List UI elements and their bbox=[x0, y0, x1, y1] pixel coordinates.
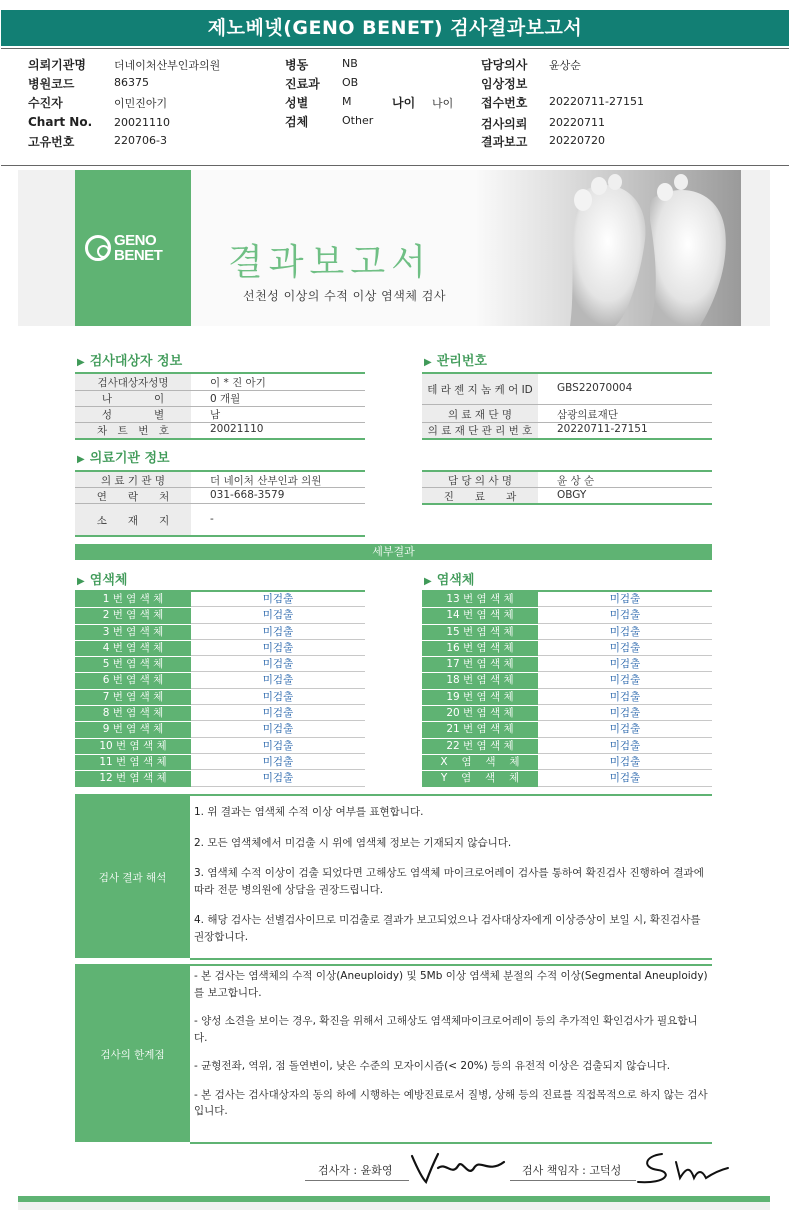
chromosome-row bbox=[75, 673, 365, 689]
divider bbox=[190, 1142, 712, 1144]
divider bbox=[422, 503, 712, 505]
chromosome-result: 미검출 bbox=[191, 641, 365, 656]
header-label: Chart No. bbox=[28, 115, 93, 129]
report-title: 제노베넷(GENO BENET) 검사결과보고서 bbox=[1, 10, 789, 46]
header-value: 윤상순 bbox=[549, 59, 581, 72]
subject-sex-value: 남 bbox=[210, 409, 221, 421]
header-label: 진료과 bbox=[285, 77, 320, 91]
inst-name-value: 더 네이처 산부인과 의원 bbox=[210, 475, 322, 487]
interpretation-item: 4. 해당 검사는 선별검사이므로 미검출로 결과가 보고되었으나 검사대상자에게 이상증상이 보일 시, 확진검사를 권장합니다. bbox=[194, 914, 701, 943]
chromosome-result: 미검출 bbox=[191, 673, 365, 688]
chromosome-row bbox=[422, 673, 712, 689]
inst-phone-label: 연 락 처 bbox=[96, 491, 170, 503]
divider bbox=[190, 958, 712, 960]
mgmt-number-value: 20220711-27151 bbox=[557, 423, 648, 435]
chromosome-label: 13 번 염 색 체 bbox=[422, 592, 538, 607]
interpretation-item: 3. 염색체 수적 이상이 검출 되었다면 고해상도 염색체 마이크로어레이 검사를 통하여 확진검사 진행하여 결과에 따라 전문 병의원에 상담을 권장드립니다. bbox=[194, 867, 704, 896]
baby-feet-photo bbox=[475, 170, 741, 326]
logo-text-line2: BENET bbox=[114, 247, 163, 264]
chromosome-result: 미검출 bbox=[538, 771, 712, 786]
divider bbox=[75, 487, 365, 488]
chromosome-label: 9 번 염 색 체 bbox=[75, 722, 191, 737]
chromosome-label: 21 번 염 색 체 bbox=[422, 722, 538, 737]
header-label: 담당의사 bbox=[481, 58, 528, 72]
chromosome-result: 미검출 bbox=[538, 625, 712, 640]
chevron-right-icon: ▶ bbox=[424, 576, 432, 587]
mgmt-number-label: 의 료 재 단 관 리 번 호 bbox=[427, 425, 533, 437]
chromosome-result: 미검출 bbox=[191, 608, 365, 623]
header-label: 접수번호 bbox=[481, 96, 528, 110]
chromosome-row bbox=[75, 739, 365, 755]
header-label: 검체 bbox=[285, 115, 309, 129]
chromosome-label: Y 염 색 체 bbox=[422, 771, 538, 786]
header-label: 성별 bbox=[285, 96, 309, 110]
limitation-item: - 양성 소견을 보이는 경우, 확진을 위해서 고해상도 염색체마이크로어레이 등의 추가적인 확인검사가 필요합니다. bbox=[194, 1015, 698, 1044]
header-value: M bbox=[342, 95, 352, 108]
chromosome-row bbox=[422, 722, 712, 738]
section-institution-label: 의료기관 정보 bbox=[89, 451, 170, 466]
chromosome-label: 4 번 염 색 체 bbox=[75, 641, 191, 656]
chromosome-label: 16 번 염 색 체 bbox=[422, 641, 538, 656]
header-label: 병동 bbox=[285, 58, 309, 72]
inst-doctor-label: 담 당 의 사 명 bbox=[447, 475, 513, 487]
interpretation-box bbox=[75, 796, 712, 958]
subject-chart-value: 20021110 bbox=[210, 423, 264, 435]
chromosome-table-right bbox=[422, 592, 712, 788]
interpretation-label: 검사 결과 해석 bbox=[75, 796, 190, 958]
chromosome-label: 22 번 염 색 체 bbox=[422, 739, 538, 754]
chromosome-result: 미검출 bbox=[538, 592, 712, 607]
chromosome-result: 미검출 bbox=[538, 657, 712, 672]
chromosome-result: 미검출 bbox=[538, 690, 712, 705]
chromosome-row bbox=[75, 608, 365, 624]
section-management-label: 관리번호 bbox=[436, 354, 487, 369]
chromosome-row bbox=[75, 690, 365, 706]
chromosome-result: 미검출 bbox=[191, 706, 365, 721]
chromosome-label: 12 번 염 색 체 bbox=[75, 771, 191, 786]
mgmt-id-label: 테 라 젠 지 놈 케 어 ID bbox=[427, 384, 533, 396]
chevron-right-icon: ▶ bbox=[77, 357, 85, 368]
chromosome-result: 미검출 bbox=[191, 771, 365, 786]
chromosome-result: 미검출 bbox=[191, 657, 365, 672]
header-label: 임상정보 bbox=[481, 77, 528, 91]
banner bbox=[75, 170, 741, 326]
chromosome-label: 8 번 염 색 체 bbox=[75, 706, 191, 721]
mgmt-foundation-value: 삼광의료재단 bbox=[557, 409, 618, 421]
responsible-signature bbox=[632, 1148, 732, 1188]
chromosome-label: 5 번 염 색 체 bbox=[75, 657, 191, 672]
header-label: 수진자 bbox=[28, 96, 63, 110]
chromosome-result: 미검출 bbox=[191, 592, 365, 607]
chromosome-label: 19 번 염 색 체 bbox=[422, 690, 538, 705]
chromosome-table-left bbox=[75, 592, 365, 788]
section-chromosome-left-label: 염색체 bbox=[89, 573, 128, 588]
interpretation-item: 2. 모든 염색체에서 미검출 시 위에 염색체 정보는 기재되지 않습니다. bbox=[194, 836, 512, 849]
limitation-item: - 본 검사는 염색체의 수적 이상(Aneuploidy) 및 5Mb 이상 염색체 분절의 수적 이상(Segmental Aneuploidy)를 보고합니다. bbox=[194, 970, 708, 999]
banner-title: 결과보고서 bbox=[228, 242, 432, 283]
inst-doctor-value: 윤 상 순 bbox=[557, 475, 595, 487]
footer-bar bbox=[18, 1196, 770, 1202]
chromosome-row bbox=[75, 592, 365, 608]
header-value: 20021110 bbox=[114, 116, 170, 129]
chromosome-row bbox=[422, 641, 712, 657]
section-institution-heading bbox=[77, 447, 170, 466]
header-divider-top bbox=[1, 48, 789, 49]
chromosome-label: 2 번 염 색 체 bbox=[75, 608, 191, 623]
subject-sex-label: 성 별 bbox=[101, 409, 165, 421]
inst-address-label: 소 재 지 bbox=[96, 515, 170, 527]
examiner-name: 검사자 : 윤화영 bbox=[318, 1164, 393, 1177]
limitations-box bbox=[75, 966, 712, 1142]
chromosome-row bbox=[422, 625, 712, 641]
chromosome-result: 미검출 bbox=[538, 706, 712, 721]
chromosome-row bbox=[422, 771, 712, 787]
header-value: 220706-3 bbox=[114, 134, 167, 147]
chromosome-result: 미검출 bbox=[191, 690, 365, 705]
chevron-right-icon: ▶ bbox=[77, 576, 85, 587]
section-chromosome-right-heading bbox=[424, 569, 474, 588]
divider bbox=[75, 535, 365, 537]
chevron-right-icon: ▶ bbox=[77, 454, 85, 465]
header-label: 의뢰기관명 bbox=[28, 58, 86, 72]
header-label: 결과보고 bbox=[481, 135, 528, 149]
chromosome-label: 15 번 염 색 체 bbox=[422, 625, 538, 640]
chromosome-label: 14 번 염 색 체 bbox=[422, 608, 538, 623]
chromosome-result: 미검출 bbox=[538, 673, 712, 688]
header-value: 20220711-27151 bbox=[549, 95, 644, 108]
mgmt-foundation-label: 의 료 재 단 명 bbox=[447, 409, 513, 421]
logo-text-line1: GENO bbox=[114, 232, 157, 249]
divider bbox=[75, 438, 365, 440]
header-label: 검사의뢰 bbox=[481, 117, 528, 131]
divider bbox=[422, 438, 712, 440]
header-value: 20220720 bbox=[549, 134, 605, 147]
chromosome-row bbox=[75, 625, 365, 641]
chromosome-label: 20 번 염 색 체 bbox=[422, 706, 538, 721]
subject-age-value: 0 개월 bbox=[210, 393, 241, 405]
inst-dept-label: 진 료 과 bbox=[443, 491, 517, 503]
subject-chart-label: 차 트 번 호 bbox=[96, 425, 170, 437]
chromosome-row bbox=[422, 706, 712, 722]
detail-results-bar: 세부결과 bbox=[75, 544, 712, 560]
header-value: NB bbox=[342, 57, 358, 70]
chromosome-label: 17 번 염 색 체 bbox=[422, 657, 538, 672]
limitation-item: - 본 검사는 검사대상자의 동의 하에 시행하는 예방진료로서 질병, 상해 등의 진료를 직접목적으로 하지 않는 검사입니다. bbox=[194, 1088, 708, 1117]
chromosome-label: 3 번 염 색 체 bbox=[75, 625, 191, 640]
chromosome-result: 미검출 bbox=[538, 755, 712, 770]
age-label: 나이 bbox=[392, 96, 416, 110]
header-value: 더네이처산부인과의원 bbox=[114, 59, 221, 72]
responsible-name: 검사 책임자 : 고덕성 bbox=[522, 1164, 622, 1177]
signature-underline bbox=[305, 1180, 409, 1181]
section-management-heading bbox=[424, 350, 487, 369]
subject-name-label: 검사대상자성명 bbox=[97, 377, 169, 389]
chromosome-label: 1 번 염 색 체 bbox=[75, 592, 191, 607]
header-info bbox=[28, 56, 788, 156]
interpretation-item: 1. 위 결과는 염색체 수적 이상 여부를 표현합니다. bbox=[194, 806, 424, 818]
header-label: 고유번호 bbox=[28, 135, 75, 149]
chromosome-label: 7 번 염 색 체 bbox=[75, 690, 191, 705]
chevron-right-icon: ▶ bbox=[424, 357, 432, 368]
chromosome-row bbox=[422, 608, 712, 624]
section-subject-label: 검사대상자 정보 bbox=[89, 354, 183, 369]
chromosome-row bbox=[422, 755, 712, 771]
limitations-label: 검사의 한계점 bbox=[75, 966, 190, 1142]
chromosome-result: 미검출 bbox=[538, 608, 712, 623]
limitations-text bbox=[190, 966, 712, 1142]
limitation-item: - 균형전좌, 역위, 점 돌연변이, 낮은 수준의 모자이시즘(< 20%) 등의 유전적 이상은 검출되지 않습니다. bbox=[194, 1060, 671, 1072]
chromosome-result: 미검출 bbox=[538, 722, 712, 737]
signature-underline bbox=[510, 1180, 636, 1181]
subject-name-value: 이 * 진 아기 bbox=[210, 377, 266, 389]
age-value: 나이 bbox=[432, 97, 454, 110]
header-divider-bottom bbox=[1, 165, 789, 166]
logo-mark-icon bbox=[85, 235, 111, 261]
section-chromosome-right-label: 염색체 bbox=[436, 573, 475, 588]
chromosome-row bbox=[75, 657, 365, 673]
divider bbox=[75, 503, 365, 504]
inst-dept-value: OBGY bbox=[557, 489, 587, 501]
chromosome-result: 미검출 bbox=[538, 641, 712, 656]
inst-phone-value: 031-668-3579 bbox=[210, 489, 285, 501]
chromosome-row bbox=[422, 657, 712, 673]
chromosome-result: 미검출 bbox=[191, 739, 365, 754]
chromosome-row bbox=[75, 771, 365, 787]
inst-address-value: - bbox=[210, 513, 214, 525]
inst-name-label: 의 료 기 관 명 bbox=[100, 475, 166, 487]
header-label: 병원코드 bbox=[28, 77, 75, 91]
divider bbox=[422, 404, 712, 405]
chromosome-row bbox=[75, 755, 365, 771]
header-value: 86375 bbox=[114, 76, 149, 89]
subject-age-label: 나 이 bbox=[101, 393, 165, 405]
chromosome-row bbox=[75, 706, 365, 722]
header-value: 20220711 bbox=[549, 116, 605, 129]
chromosome-row bbox=[75, 722, 365, 738]
header-value: OB bbox=[342, 76, 359, 89]
chromosome-row bbox=[422, 592, 712, 608]
header-value: 이민진아기 bbox=[114, 97, 168, 110]
examiner-signature bbox=[408, 1148, 508, 1188]
interpretation-text bbox=[190, 796, 712, 958]
chromosome-result: 미검출 bbox=[191, 722, 365, 737]
chromosome-label: X 염 색 체 bbox=[422, 755, 538, 770]
header-value: Other bbox=[342, 114, 374, 127]
chromosome-row bbox=[75, 641, 365, 657]
chromosome-label: 11 번 염 색 체 bbox=[75, 755, 191, 770]
mgmt-id-value: GBS22070004 bbox=[557, 382, 633, 394]
chromosome-label: 18 번 염 색 체 bbox=[422, 673, 538, 688]
chromosome-row bbox=[422, 690, 712, 706]
chromosome-row bbox=[422, 739, 712, 755]
chromosome-label: 6 번 염 색 체 bbox=[75, 673, 191, 688]
section-subject-heading bbox=[77, 350, 182, 369]
chromosome-result: 미검출 bbox=[191, 625, 365, 640]
chromosome-label: 10 번 염 색 체 bbox=[75, 739, 191, 754]
chromosome-result: 미검출 bbox=[538, 739, 712, 754]
chromosome-result: 미검출 bbox=[191, 755, 365, 770]
section-chromosome-left-heading bbox=[77, 569, 127, 588]
banner-logo-panel bbox=[75, 170, 191, 326]
divider bbox=[422, 487, 712, 488]
banner-subtitle: 선천성 이상의 수적 이상 염색체 검사 bbox=[243, 289, 446, 303]
